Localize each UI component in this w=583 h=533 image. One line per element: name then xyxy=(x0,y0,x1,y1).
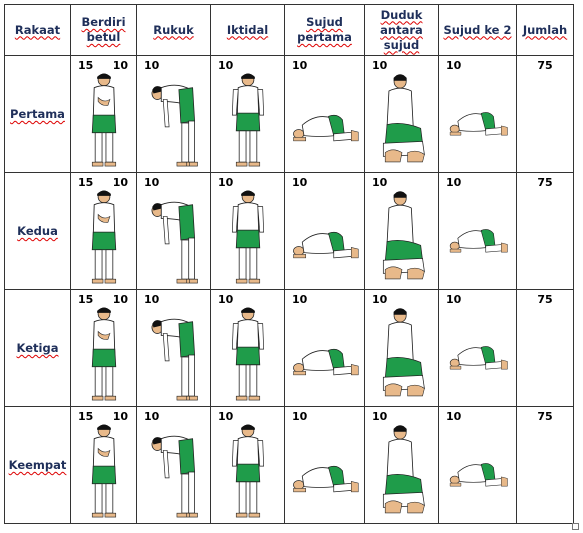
sujud-pertama-score: 10 xyxy=(292,293,308,306)
cell-sujud-ke-2 xyxy=(439,56,517,173)
header-jumlah: Jumlah xyxy=(517,5,574,56)
header-row xyxy=(5,5,574,56)
duduk-score: 10 xyxy=(372,410,388,423)
cell-rukuk xyxy=(137,173,211,290)
sitting-figure-icon xyxy=(374,189,430,283)
iktidal-score: 10 xyxy=(218,59,234,72)
cell-sujud-pertama xyxy=(285,56,365,173)
berdiri-score-a: 15 xyxy=(78,410,94,423)
sujud-ke-2-score: 10 xyxy=(446,176,462,189)
cell-iktidal xyxy=(211,290,285,407)
resize-handle[interactable] xyxy=(572,523,579,530)
table-row xyxy=(5,290,574,407)
jumlah-total: 75 xyxy=(537,59,553,72)
bowing-figure-icon xyxy=(149,72,199,170)
duduk-score: 10 xyxy=(372,59,388,72)
sujud-ke-2-score: 10 xyxy=(446,293,462,306)
iktidal-score: 10 xyxy=(218,293,234,306)
table-row xyxy=(5,173,574,290)
jumlah-total: 75 xyxy=(537,176,553,189)
berdiri-score-a: 15 xyxy=(78,293,94,306)
bowing-figure-icon xyxy=(149,423,199,521)
upright-figure-icon xyxy=(228,306,268,404)
sitting-figure-icon xyxy=(374,423,430,517)
cell-iktidal xyxy=(211,173,285,290)
cell-jumlah xyxy=(517,56,574,173)
prostrating-figure-icon xyxy=(290,104,360,148)
header-rakaat: Rakaat xyxy=(5,5,71,56)
bowing-figure-icon xyxy=(149,189,199,287)
berdiri-score-b: 10 xyxy=(112,410,128,423)
jumlah-total: 75 xyxy=(537,410,553,423)
table-row xyxy=(5,407,574,524)
prostrating-figure-icon xyxy=(290,455,360,499)
cell-duduk xyxy=(365,173,439,290)
cell-berdiri xyxy=(71,56,137,173)
cell-berdiri xyxy=(71,407,137,524)
sujud-pertama-score: 10 xyxy=(292,176,308,189)
prostrating-figure-icon xyxy=(447,219,509,259)
upright-figure-icon xyxy=(228,423,268,521)
row-label: Kedua xyxy=(5,173,71,290)
row-label: Keempat xyxy=(5,407,71,524)
standing-figure-icon xyxy=(84,423,124,521)
header-sujud-pertama: Sujud pertama xyxy=(285,5,365,56)
prostrating-figure-icon xyxy=(447,102,509,142)
sujud-pertama-score: 10 xyxy=(292,59,308,72)
sujud-ke-2-score: 10 xyxy=(446,59,462,72)
cell-sujud-pertama xyxy=(285,407,365,524)
upright-figure-icon xyxy=(228,189,268,287)
row-label: Ketiga xyxy=(5,290,71,407)
iktidal-score: 10 xyxy=(218,176,234,189)
header-sujud-ke-2: Sujud ke 2 xyxy=(439,5,517,56)
cell-duduk xyxy=(365,407,439,524)
header-berdiri: Berdiri betul xyxy=(71,5,137,56)
sitting-figure-icon xyxy=(374,306,430,400)
cell-jumlah xyxy=(517,407,574,524)
cell-sujud-pertama xyxy=(285,173,365,290)
sujud-pertama-score: 10 xyxy=(292,410,308,423)
table-row xyxy=(5,56,574,173)
header-iktidal: Iktidal xyxy=(211,5,285,56)
cell-rukuk xyxy=(137,290,211,407)
prostrating-figure-icon xyxy=(447,336,509,376)
iktidal-score: 10 xyxy=(218,410,234,423)
standing-figure-icon xyxy=(84,72,124,170)
sujud-ke-2-score: 10 xyxy=(446,410,462,423)
cell-jumlah xyxy=(517,173,574,290)
berdiri-score-b: 10 xyxy=(112,293,128,306)
cell-jumlah xyxy=(517,290,574,407)
jumlah-total: 75 xyxy=(537,293,553,306)
cell-rukuk xyxy=(137,56,211,173)
prostrating-figure-icon xyxy=(290,338,360,382)
bowing-figure-icon xyxy=(149,306,199,404)
rukuk-score: 10 xyxy=(144,293,160,306)
upright-figure-icon xyxy=(228,72,268,170)
cell-duduk xyxy=(365,56,439,173)
standing-figure-icon xyxy=(84,306,124,404)
cell-iktidal xyxy=(211,407,285,524)
rukuk-score: 10 xyxy=(144,410,160,423)
cell-sujud-pertama xyxy=(285,290,365,407)
cell-berdiri xyxy=(71,173,137,290)
prayer-points-table xyxy=(4,4,574,524)
cell-iktidal xyxy=(211,56,285,173)
rukuk-score: 10 xyxy=(144,59,160,72)
cell-sujud-ke-2 xyxy=(439,290,517,407)
header-rukuk: Rukuk xyxy=(137,5,211,56)
standing-figure-icon xyxy=(84,189,124,287)
cell-berdiri xyxy=(71,290,137,407)
berdiri-score-a: 15 xyxy=(78,59,94,72)
prostrating-figure-icon xyxy=(447,453,509,493)
row-label: Pertama xyxy=(5,56,71,173)
prostrating-figure-icon xyxy=(290,221,360,265)
duduk-score: 10 xyxy=(372,293,388,306)
berdiri-score-a: 15 xyxy=(78,176,94,189)
berdiri-score-b: 10 xyxy=(112,59,128,72)
duduk-score: 10 xyxy=(372,176,388,189)
cell-rukuk xyxy=(137,407,211,524)
rukuk-score: 10 xyxy=(144,176,160,189)
sitting-figure-icon xyxy=(374,72,430,166)
cell-sujud-ke-2 xyxy=(439,407,517,524)
cell-sujud-ke-2 xyxy=(439,173,517,290)
cell-duduk xyxy=(365,290,439,407)
header-duduk: Duduk antara sujud xyxy=(365,5,439,56)
berdiri-score-b: 10 xyxy=(112,176,128,189)
